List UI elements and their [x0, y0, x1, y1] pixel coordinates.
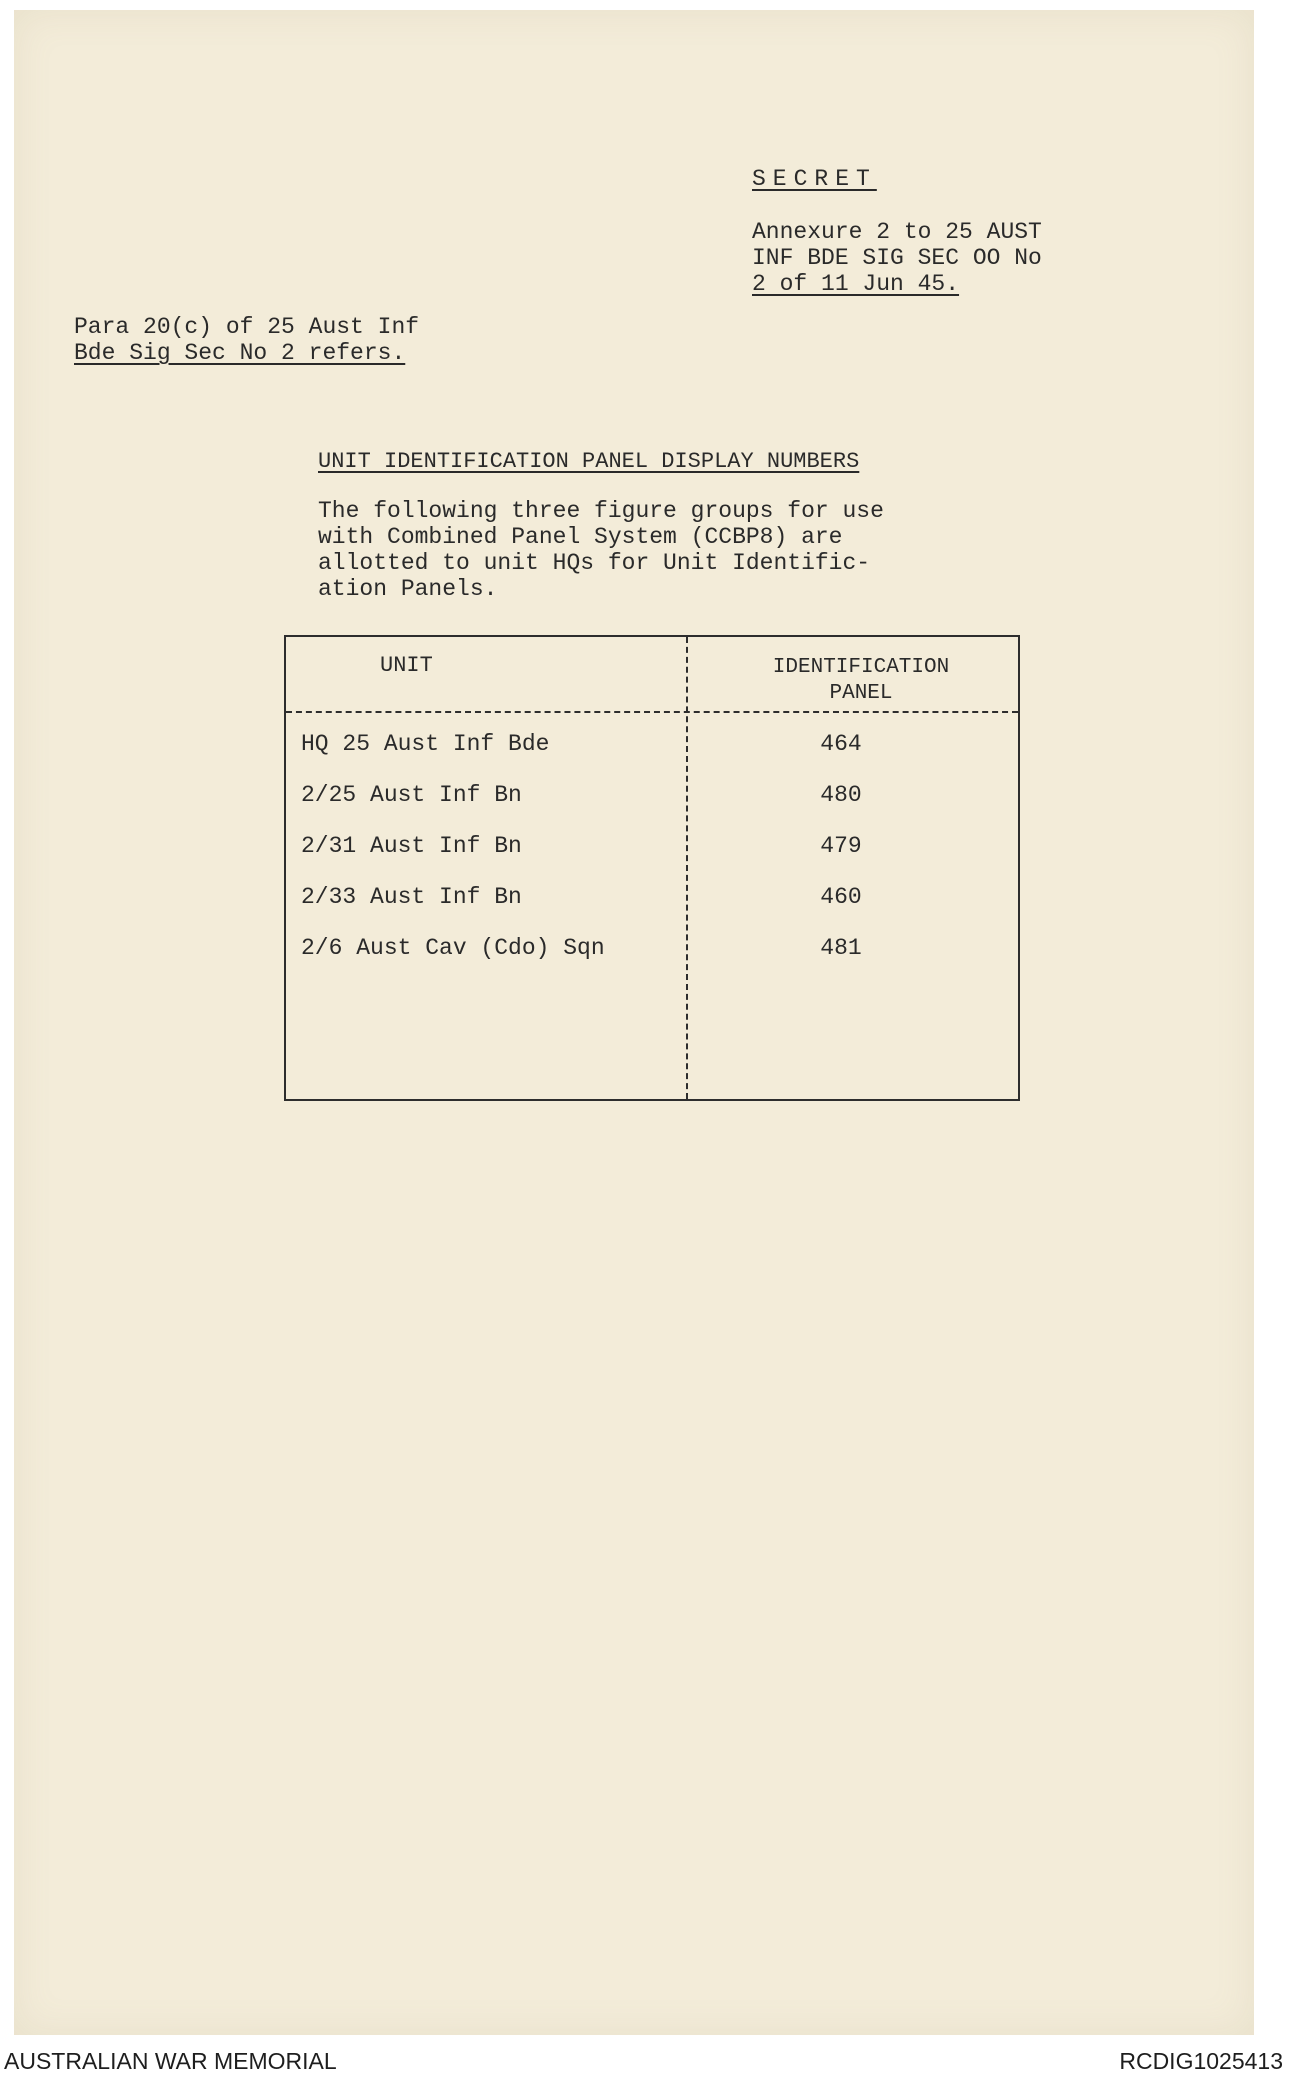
classification-label: SECRET — [752, 166, 877, 192]
table-header-divider — [286, 711, 1018, 713]
annexure-line: Annexure 2 to 25 AUST — [752, 219, 1042, 245]
intro-line: with Combined Panel System (CCBP8) are — [318, 524, 843, 550]
reference-line: Para 20(c) of 25 Aust Inf — [74, 314, 420, 340]
unit-cell: 2/6 Aust Cav (Cdo) Sqn — [301, 935, 605, 961]
column-header-panel: IDENTIFICATION PANEL — [772, 656, 950, 705]
intro-line: allotted to unit HQs for Unit Identific- — [318, 550, 871, 576]
unit-cell: 2/25 Aust Inf Bn — [301, 782, 522, 808]
archive-id: RCDIG1025413 — [1119, 2048, 1283, 2074]
unit-cell: HQ 25 Aust Inf Bde — [301, 731, 550, 757]
intro-line: The following three figure groups for use — [318, 498, 884, 524]
annexure-line: 2 of 11 Jun 45. — [752, 271, 960, 297]
panel-number-cell: 460 — [820, 884, 862, 910]
unit-cell: 2/31 Aust Inf Bn — [301, 833, 522, 859]
unit-cell: 2/33 Aust Inf Bn — [301, 884, 522, 910]
panel-number-cell: 479 — [820, 833, 862, 859]
intro-line: ation Panels. — [318, 576, 498, 602]
identification-table — [284, 635, 1020, 1101]
reference-line: Bde Sig Sec No 2 refers. — [74, 340, 406, 366]
panel-number-cell: 480 — [820, 782, 862, 808]
paragraph-reference — [74, 314, 419, 366]
table-row — [286, 731, 1018, 783]
annexure-reference — [752, 219, 1042, 297]
table-row — [286, 884, 1018, 936]
panel-number-cell: 481 — [820, 935, 862, 961]
table-row — [286, 935, 1018, 987]
intro-paragraph — [318, 498, 884, 602]
annexure-line: INF BDE SIG SEC OO No — [752, 245, 1042, 271]
table-row — [286, 833, 1018, 885]
table-row — [286, 782, 1018, 834]
archive-credit: AUSTRALIAN WAR MEMORIAL — [4, 2048, 337, 2074]
document-heading: UNIT IDENTIFICATION PANEL DISPLAY NUMBERS — [318, 449, 860, 474]
column-header-unit: UNIT — [380, 653, 433, 678]
panel-number-cell: 464 — [820, 731, 862, 757]
